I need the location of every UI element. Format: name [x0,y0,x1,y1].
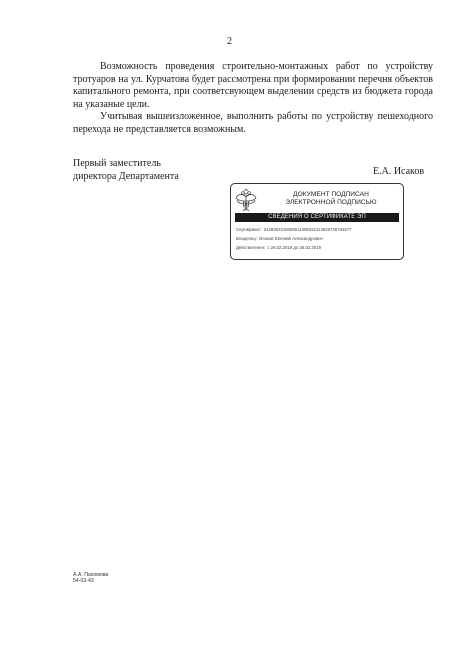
certificate-value: 2428352219306511305322113829746784577 [263,227,352,232]
certificate-label: Сертификат: [236,227,262,232]
electronic-signature-stamp [230,183,404,260]
owner-row [236,236,324,241]
validity-value: с 26.02.2018 до 26.02.2019 [267,245,321,250]
stamp-title-line: ЭЛЕКТРОННОЙ ПОДПИСЬЮ [285,199,377,207]
stamp-title-line: ДОКУМЕНТ ПОДПИСАН [293,191,369,198]
executor-info [73,572,108,585]
page-number: 2 [227,36,232,47]
owner-value: Исаков Евгений Александрович [259,236,323,241]
executor-phone: 54-03-43 [73,578,94,585]
paragraph: Учитывая вышеизложенное, выполнить работы по устройству пешеходного перехода не представляется возможным. [73,111,433,135]
signer-position-line: директора Департамента [73,170,179,182]
signer-position-line: Первый заместитель [73,158,161,169]
russian-coat-of-arms-icon [235,189,257,215]
signer-position [73,158,179,183]
validity-label: Действителен: [236,245,266,250]
certificate-section-label: СВЕДЕНИЯ О СЕРТИФИКАТЕ ЭП [268,214,366,220]
signer-name: Е.А. Исаков [373,166,425,177]
paragraph: Возможность проведения строительно-монтажных работ по устройству тротуаров на ул. Курчатова будет рассмотрена при формировании перечня объектов капитального ремонта, при соответсвующем выделении средств из бюджета города на указаные цели. [73,61,433,110]
validity-row [236,245,322,250]
executor-name: А.А. Пахомова [73,572,109,578]
stamp-title [265,191,397,207]
certificate-row [236,227,353,232]
owner-label: Владелец: [236,236,258,241]
letter-body [73,61,433,136]
certificate-section-bar [235,213,399,222]
